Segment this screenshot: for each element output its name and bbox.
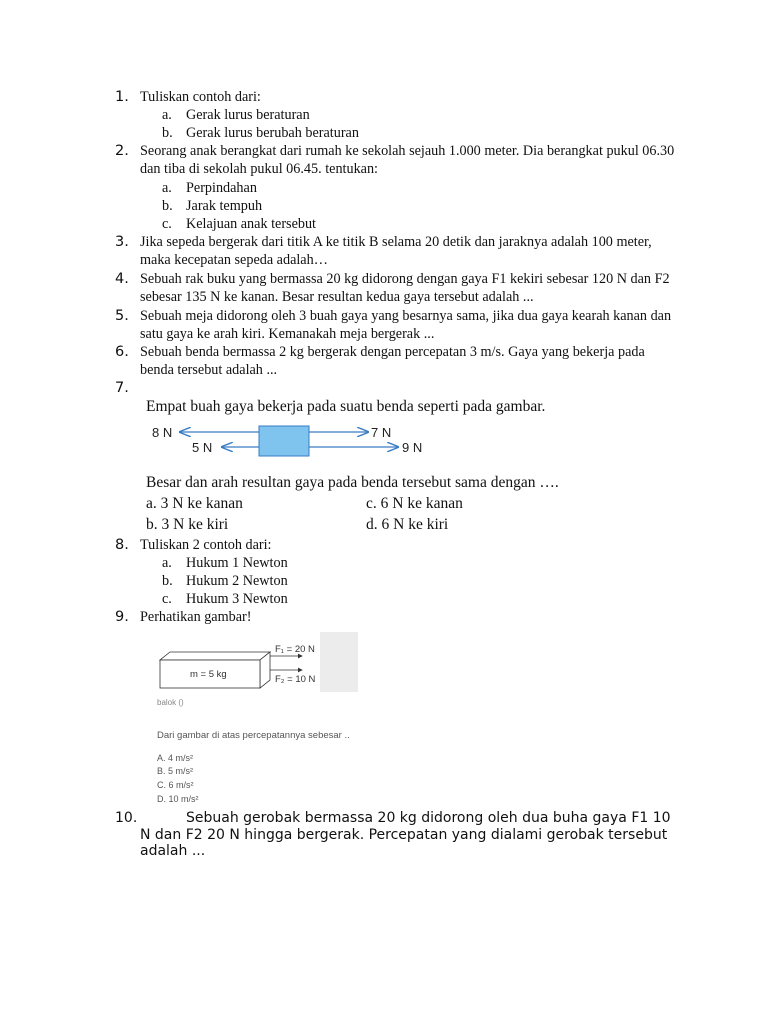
question-text: Seorang anak berangkat dari rumah ke sekolah sejauh 1.000 meter. Dia berangkat pukul 06.30 dan tiba di sekolah pukul 06.45. tentukan: bbox=[140, 143, 675, 178]
question-number: 1. bbox=[115, 89, 129, 105]
question-text: Tuliskan 2 contoh dari: bbox=[140, 537, 272, 553]
box bbox=[259, 426, 309, 456]
question-2-sub-c: c. Kelajuan anak tersebut bbox=[162, 216, 316, 232]
question-5 bbox=[115, 307, 675, 343]
answer-c: C. 6 m/s² bbox=[157, 780, 194, 790]
label-8n: 8 N bbox=[152, 425, 173, 440]
question-number: 2. bbox=[115, 143, 129, 159]
question-number: 10. bbox=[115, 810, 138, 826]
option-d: d. 6 N ke kiri bbox=[366, 516, 449, 533]
label-5n: 5 N bbox=[192, 440, 213, 455]
label-f2: F₂ = 10 N bbox=[275, 674, 316, 685]
question-number: 9. bbox=[115, 609, 129, 625]
question-text: Sebuah meja didorong oleh 3 buah gaya yang besarnya sama, jika dua gaya kearah kanan dan satu gaya ke arah kiri. Kemanakah meja bergerak ... bbox=[140, 308, 672, 343]
block-diagram bbox=[142, 632, 322, 694]
answer-a: A. 4 m/s² bbox=[157, 753, 194, 763]
question-8-sub-c: c. Hukum 3 Newton bbox=[162, 591, 288, 607]
question-10 bbox=[115, 810, 675, 860]
option-b: b. 3 N ke kiri bbox=[146, 516, 229, 533]
question-2 bbox=[115, 142, 675, 178]
force-diagram bbox=[140, 420, 440, 470]
question-number: 4. bbox=[115, 271, 129, 287]
mass-label: m = 5 kg bbox=[190, 669, 227, 680]
question-number: 3. bbox=[115, 234, 129, 250]
question-text: Sebuah rak buku yang bermassa 20 kg didorong dengan gaya F1 kekiri sebesar 120 N dan F2 sebesar 135 N ke kanan. Besar resultan kedua gaya tersebut adalah ... bbox=[140, 271, 670, 306]
question-2-sub-a: a. Perpindahan bbox=[162, 180, 257, 196]
figure-9 bbox=[142, 632, 362, 810]
figure-9-question: Dari gambar di atas percepatannya sebesar .. bbox=[157, 730, 350, 741]
question-text: Tuliskan contoh dari: bbox=[140, 89, 261, 105]
question-text: Sebuah benda bermassa 2 kg bergerak dengan percepatan 3 m/s. Gaya yang bekerja pada benda tersebut adalah ... bbox=[140, 344, 645, 379]
question-text: Perhatikan gambar! bbox=[140, 609, 252, 625]
question-4 bbox=[115, 270, 675, 306]
answer-d: D. 10 m/s² bbox=[157, 794, 199, 804]
figure-7-question: Besar dan arah resultan gaya pada benda tersebut sama dengan …. bbox=[146, 474, 559, 491]
question-number: 5. bbox=[115, 308, 129, 324]
question-number: 7. bbox=[115, 380, 129, 396]
question-number: 6. bbox=[115, 344, 129, 360]
question-1-sub-a: a. Gerak lurus beraturan bbox=[162, 107, 310, 123]
question-2-sub-b: b. Jarak tempuh bbox=[162, 198, 263, 214]
question-8 bbox=[115, 536, 675, 554]
question-text: Sebuah gerobak bermassa 20 kg didorong oleh dua buha gaya F1 10 N dan F2 20 N hingga bergerak. Percepatan yang dialami gerobak tersebut adalah ... bbox=[140, 810, 671, 859]
question-8-sub-a: a. Hukum 1 Newton bbox=[162, 555, 288, 571]
figure-7-intro: Empat buah gaya bekerja pada suatu benda seperti pada gambar. bbox=[146, 398, 546, 415]
question-3 bbox=[115, 233, 675, 269]
label-7n: 7 N bbox=[371, 425, 392, 440]
question-number: 8. bbox=[115, 537, 129, 553]
label-f1: F₁ = 20 N bbox=[275, 644, 315, 655]
question-9 bbox=[115, 608, 675, 626]
question-text: Jika sepeda bergerak dari titik A ke titik B selama 20 detik dan jaraknya adalah 100 meter, maka kecepatan sepeda adalah… bbox=[140, 234, 652, 269]
option-c: c. 6 N ke kanan bbox=[366, 495, 463, 512]
question-8-sub-b: b. Hukum 2 Newton bbox=[162, 573, 288, 589]
block-top bbox=[160, 652, 270, 660]
figure-9-note: balok () bbox=[157, 698, 184, 707]
label-9n: 9 N bbox=[402, 440, 423, 455]
option-a: a. 3 N ke kanan bbox=[146, 495, 243, 512]
answer-b: B. 5 m/s² bbox=[157, 766, 194, 776]
question-6 bbox=[115, 343, 675, 379]
question-1 bbox=[115, 88, 675, 106]
grey-panel bbox=[320, 632, 358, 692]
figure-7 bbox=[140, 396, 610, 536]
question-1-sub-b: b. Gerak lurus berubah beraturan bbox=[162, 125, 359, 141]
